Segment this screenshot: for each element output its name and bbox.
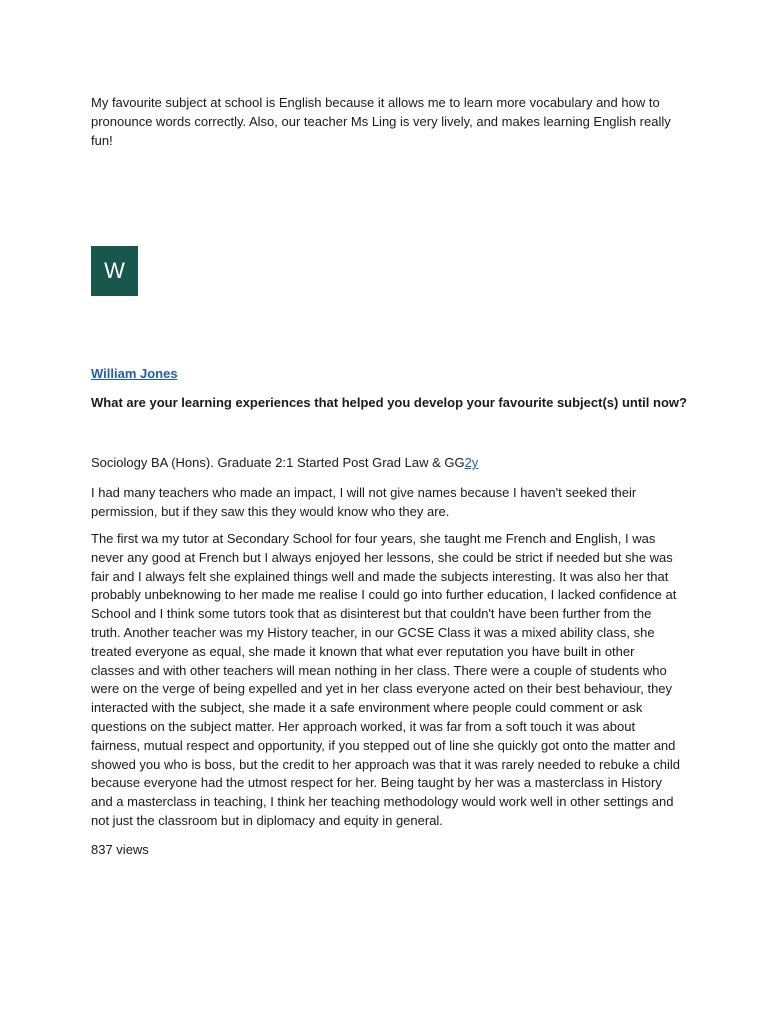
answer-paragraph-2: The first wa my tutor at Secondary School for four years, she taught me French and English, I was never any good at French but I always enjoyed her lessons, she could be strict if needed but she was fair and I always felt she explained things well and made the subjects interesting. It was also her that probably unbeknowing to her made me realise I could go into further education, I lacked confidence at School and I think some tutors took that as disinterest but that couldn't have been further from the truth. Another teacher was my History teacher, in our GCSE Class it was a mixed ability class, she treated everyone as equal, she made it known that what ever reputation you have built in other classes and with other teachers will mean nothing in her class. There were a couple of students who were on the verge of being expelled and yet in her class everyone acted on their best behaviour, they interacted with the subject, she made it a safe environment where people could comment or ask questions on the subject matter. Her approach worked, it was far from a soft touch it was about fairness, mutual respect and opportunity, if you stepped out of line she quickly got onto the matter and showed you who is boss, but the credit to her approach was that it was rarely needed to rebuke a child because everyone had the utmost respect for her. Being taught by her was a masterclass in History and a masterclass in teaching, I think her teaching methodology would work well in other settings and not just the classroom but in diplomacy and equity in general. xyxy=(91,531,680,828)
views-count: 837 views xyxy=(91,842,149,857)
author-name-link[interactable]: William Jones xyxy=(91,366,178,381)
question-heading: What are your learning experiences that helped you develop your favourite subject(s) until now? xyxy=(91,395,687,410)
author-credentials xyxy=(91,455,478,470)
answer-paragraph-1: I had many teachers who made an impact, I will not give names because I haven't seeked their permission, but if they saw this they would know who they are. xyxy=(91,485,637,519)
avatar-letter: W xyxy=(104,258,125,283)
credentials-text: Sociology BA (Hons). Graduate 2:1 Started Post Grad Law & GG xyxy=(91,455,465,470)
avatar[interactable] xyxy=(91,246,138,296)
intro-paragraph: My favourite subject at school is English because it allows me to learn more vocabulary and how to pronounce words correctly. Also, our teacher Ms Ling is very lively, and makes learning English really fun! xyxy=(91,95,671,148)
answer-age-link[interactable]: 2y xyxy=(464,455,479,470)
